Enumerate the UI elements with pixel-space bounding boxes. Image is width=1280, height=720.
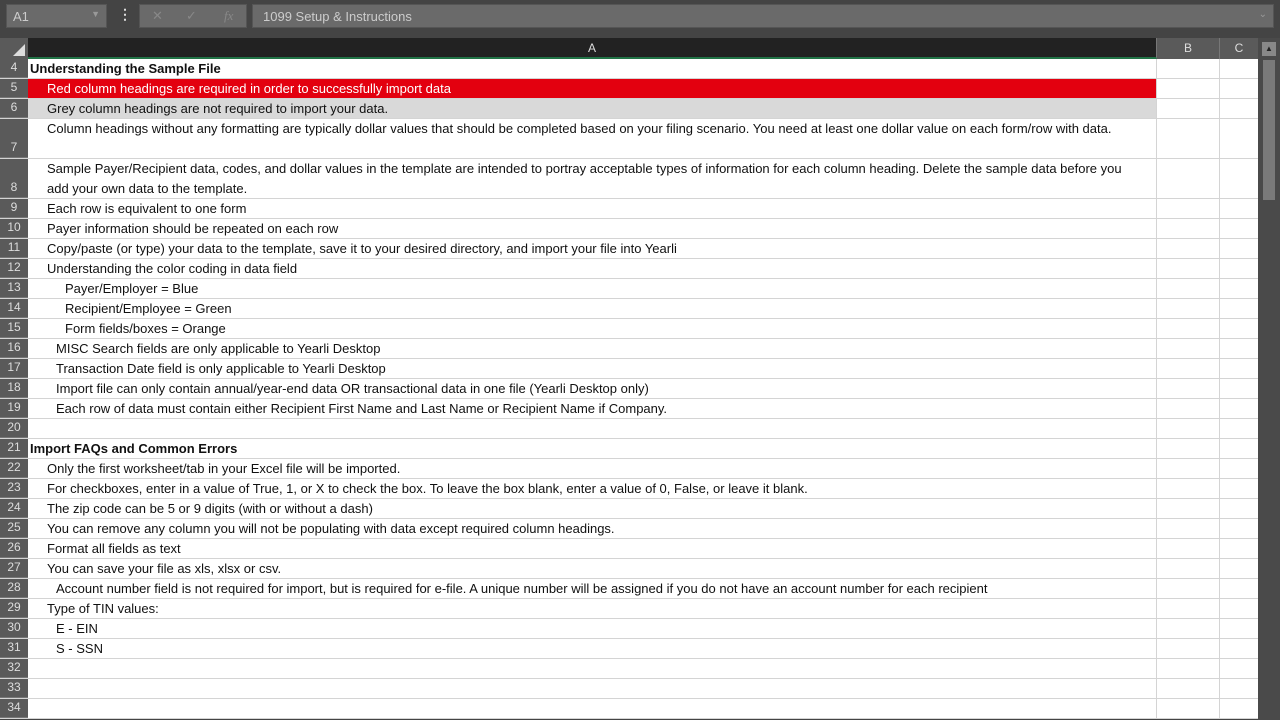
cell-c[interactable]: [1220, 199, 1258, 218]
table-row: [0, 79, 1258, 99]
cell-text: Red column headings are required in order to successfully import data: [47, 81, 451, 96]
cell-a[interactable]: [28, 619, 1157, 638]
cell-text: Each row is equivalent to one form: [47, 201, 247, 216]
cell-c[interactable]: [1220, 659, 1258, 678]
row-header[interactable]: 19: [0, 399, 28, 418]
row-header[interactable]: 24: [0, 499, 28, 518]
cell-c[interactable]: [1220, 539, 1258, 558]
cell-b[interactable]: [1157, 59, 1220, 78]
cell-b[interactable]: [1157, 579, 1220, 598]
cell-c[interactable]: [1220, 679, 1258, 698]
column-header-c[interactable]: C: [1234, 41, 1244, 55]
cell-text: You can remove any column you will not be populating with data except required column headings.: [47, 521, 615, 536]
row-header[interactable]: 8: [0, 159, 28, 198]
cell-a[interactable]: [28, 119, 1157, 158]
cell-a[interactable]: [28, 479, 1157, 498]
cell-text: Grey column headings are not required to import your data.: [47, 101, 389, 116]
cell-a[interactable]: [28, 299, 1157, 318]
cell-c[interactable]: [1220, 59, 1258, 78]
cell-text: Only the first worksheet/tab in your Excel file will be imported.: [47, 461, 401, 476]
row-header[interactable]: 22: [0, 459, 28, 478]
cell-text: Import FAQs and Common Errors: [30, 441, 238, 456]
cell-c[interactable]: [1220, 639, 1258, 658]
cell-b[interactable]: [1157, 599, 1220, 618]
cell-a[interactable]: [28, 199, 1157, 218]
cell-text: Column headings without any formatting are typically dollar values that should be completed based on your filing scenario. You need at least one dollar value on each form/row with data.: [47, 121, 1112, 136]
cell-b[interactable]: [1157, 279, 1220, 298]
scroll-thumb[interactable]: [1263, 60, 1275, 200]
cell-a[interactable]: [28, 59, 1157, 78]
row-header[interactable]: 11: [0, 239, 28, 258]
row-header[interactable]: 13: [0, 279, 28, 298]
cell-c[interactable]: [1220, 79, 1258, 98]
enter-icon[interactable]: ✓: [186, 8, 197, 23]
table-row: [0, 279, 1258, 299]
cell-b[interactable]: [1157, 79, 1220, 98]
cell-c[interactable]: [1220, 299, 1258, 318]
sheet-grid: [0, 59, 1258, 720]
cell-text: Sample Payer/Recipient data, codes, and dollar values in the template are intended to portray acceptable types of information for each column heading. Delete the sample data before you add your own data to the template.: [47, 161, 1122, 196]
table-row: [0, 239, 1258, 259]
cell-b[interactable]: [1157, 399, 1220, 418]
row-header[interactable]: 25: [0, 519, 28, 538]
cell-b[interactable]: [1157, 259, 1220, 278]
column-header-b[interactable]: B: [1157, 38, 1220, 59]
row-header[interactable]: 33: [0, 679, 28, 698]
chevron-down-icon[interactable]: ▼: [91, 9, 100, 19]
cell-a[interactable]: [28, 399, 1157, 418]
cell-a[interactable]: [28, 279, 1157, 298]
cell-c[interactable]: [1220, 559, 1258, 578]
cell-b[interactable]: [1157, 639, 1220, 658]
cell-text: Each row of data must contain either Recipient First Name and Last Name or Recipient Name if Company.: [56, 401, 668, 416]
table-row: [0, 539, 1258, 559]
cell-c[interactable]: [1220, 579, 1258, 598]
table-row: [0, 299, 1258, 319]
table-row: [0, 119, 1258, 159]
cell-c[interactable]: [1220, 219, 1258, 238]
table-row: [0, 259, 1258, 279]
cell-c[interactable]: [1220, 239, 1258, 258]
cell-b[interactable]: [1157, 119, 1220, 158]
table-row: [0, 359, 1258, 379]
table-row: [0, 579, 1258, 599]
row-header[interactable]: 18: [0, 379, 28, 398]
cell-a[interactable]: [28, 499, 1157, 518]
cell-b[interactable]: [1157, 439, 1220, 458]
cell-b[interactable]: [1157, 539, 1220, 558]
row-header[interactable]: 21: [0, 439, 28, 458]
cell-text: E - EIN: [56, 621, 98, 636]
table-row: [0, 479, 1258, 499]
cell-text: You can save your file as xls, xlsx or csv.: [47, 561, 282, 576]
cell-text: S - SSN: [56, 641, 103, 656]
cell-c[interactable]: [1220, 359, 1258, 378]
cell-b[interactable]: [1157, 679, 1220, 698]
row-header[interactable]: 12: [0, 259, 28, 278]
cell-c[interactable]: [1220, 339, 1258, 358]
cell-c[interactable]: [1220, 99, 1258, 118]
row-header[interactable]: 10: [0, 219, 28, 238]
cell-text: Recipient/Employee = Green: [65, 301, 232, 316]
cell-b[interactable]: [1157, 519, 1220, 538]
cell-text: Payer information should be repeated on each row: [47, 221, 339, 236]
row-header[interactable]: 28: [0, 579, 28, 598]
cell-b[interactable]: [1157, 319, 1220, 338]
row-header[interactable]: 7: [0, 119, 28, 158]
table-row: [0, 319, 1258, 339]
cell-b[interactable]: [1157, 659, 1220, 678]
cell-text: Format all fields as text: [47, 541, 181, 556]
cell-b[interactable]: [1157, 459, 1220, 478]
row-header[interactable]: 26: [0, 539, 28, 558]
row-header[interactable]: 23: [0, 479, 28, 498]
column-headers: [0, 38, 1258, 59]
scroll-up-icon[interactable]: ▲: [1262, 42, 1276, 56]
cell-text: Copy/paste (or type) your data to the template, save it to your desired directory, and import your file into Yearli: [47, 241, 677, 256]
insert-function-icon[interactable]: fx: [224, 8, 234, 23]
row-header[interactable]: 4: [0, 59, 28, 78]
row-header[interactable]: 27: [0, 559, 28, 578]
cell-b[interactable]: [1157, 379, 1220, 398]
table-row: [0, 699, 1258, 719]
cell-a[interactable]: [28, 359, 1157, 378]
vertical-scrollbar[interactable]: [1258, 38, 1280, 720]
cell-b[interactable]: [1157, 559, 1220, 578]
cell-c[interactable]: [1220, 519, 1258, 538]
cell-c[interactable]: [1220, 699, 1258, 718]
cell-text: Understanding the Sample File: [30, 61, 221, 76]
cell-text: MISC Search fields are only applicable to Yearli Desktop: [56, 341, 381, 356]
cell-c[interactable]: [1220, 119, 1258, 158]
cell-b[interactable]: [1157, 339, 1220, 358]
cell-text: Import file can only contain annual/year-end data OR transactional data in one file (Yearli Desktop only): [56, 381, 649, 396]
table-row: [0, 379, 1258, 399]
table-row: [0, 199, 1258, 219]
table-row: [0, 59, 1258, 79]
table-row: [0, 399, 1258, 419]
cell-b[interactable]: [1157, 619, 1220, 638]
row-header[interactable]: 30: [0, 619, 28, 638]
cell-b[interactable]: [1157, 499, 1220, 518]
cell-a[interactable]: [28, 79, 1157, 98]
cell-a[interactable]: [28, 439, 1157, 458]
cell-b[interactable]: [1157, 159, 1220, 198]
cell-a[interactable]: [28, 259, 1157, 278]
row-header[interactable]: 32: [0, 659, 28, 678]
table-row: [0, 439, 1258, 459]
cell-c[interactable]: [1220, 619, 1258, 638]
cell-b[interactable]: [1157, 239, 1220, 258]
cell-c[interactable]: [1220, 499, 1258, 518]
table-row: [0, 619, 1258, 639]
table-row: [0, 219, 1258, 239]
cell-a[interactable]: [28, 679, 1157, 698]
cell-c[interactable]: [1220, 319, 1258, 338]
cell-a[interactable]: [28, 539, 1157, 558]
cell-c[interactable]: [1220, 279, 1258, 298]
row-header[interactable]: 5: [0, 79, 28, 98]
cell-a[interactable]: [28, 379, 1157, 398]
table-row: [0, 599, 1258, 619]
cell-text: Understanding the color coding in data field: [47, 261, 298, 276]
row-header[interactable]: 34: [0, 699, 28, 718]
cell-c[interactable]: [1220, 439, 1258, 458]
row-header[interactable]: 14: [0, 299, 28, 318]
row-header[interactable]: 17: [0, 359, 28, 378]
more-options-icon[interactable]: ⋮: [118, 6, 132, 22]
cell-text: Form fields/boxes = Orange: [65, 321, 226, 336]
cell-b[interactable]: [1157, 219, 1220, 238]
table-row: [0, 679, 1258, 699]
cell-a[interactable]: [28, 659, 1157, 678]
cell-c[interactable]: [1220, 399, 1258, 418]
cell-c[interactable]: [1220, 479, 1258, 498]
table-row: [0, 519, 1258, 539]
cell-a[interactable]: [28, 699, 1157, 718]
cell-b[interactable]: [1157, 359, 1220, 378]
cell-b[interactable]: [1157, 479, 1220, 498]
name-box[interactable]: A1 ▼: [6, 4, 107, 28]
cell-a[interactable]: [28, 339, 1157, 358]
cell-a[interactable]: [28, 639, 1157, 658]
cell-b[interactable]: [1157, 199, 1220, 218]
table-row: [0, 339, 1258, 359]
row-header[interactable]: 31: [0, 639, 28, 658]
table-row: [0, 499, 1258, 519]
cancel-icon[interactable]: ✕: [152, 8, 163, 23]
cell-c[interactable]: [1220, 599, 1258, 618]
cell-text: The zip code can be 5 or 9 digits (with or without a dash): [47, 501, 373, 516]
cell-text: Payer/Employer = Blue: [65, 281, 199, 296]
cell-b[interactable]: [1157, 419, 1220, 438]
formula-input[interactable]: 1099 Setup & Instructions ⌄: [252, 4, 1274, 28]
row-header[interactable]: 9: [0, 199, 28, 218]
row-header[interactable]: 15: [0, 319, 28, 338]
cell-b[interactable]: [1157, 299, 1220, 318]
table-row: [0, 159, 1258, 199]
formula-bar: [0, 0, 1280, 38]
cell-text: For checkboxes, enter in a value of True, 1, or X to check the box. To leave the box blank, enter a value of 0, False, or leave it blank.: [47, 481, 808, 496]
cell-a[interactable]: [28, 219, 1157, 238]
select-all-button[interactable]: [0, 38, 28, 59]
table-row: [0, 99, 1258, 119]
cell-c[interactable]: [1220, 379, 1258, 398]
table-row: [0, 659, 1258, 679]
row-header[interactable]: 29: [0, 599, 28, 618]
column-header-a[interactable]: A: [28, 38, 1157, 59]
cell-text: Type of TIN values:: [47, 601, 159, 616]
table-row: [0, 559, 1258, 579]
cell-a[interactable]: [28, 419, 1157, 438]
cell-c[interactable]: [1220, 419, 1258, 438]
row-header[interactable]: 20: [0, 419, 28, 438]
cell-a[interactable]: [28, 599, 1157, 618]
expand-formula-icon[interactable]: ⌄: [1258, 9, 1267, 20]
cell-a[interactable]: [28, 99, 1157, 118]
cell-a[interactable]: [28, 559, 1157, 578]
cell-c[interactable]: [1220, 259, 1258, 278]
cell-a[interactable]: [28, 159, 1157, 198]
row-header[interactable]: 16: [0, 339, 28, 358]
cell-text: Account number field is not required for import, but is required for e-file. A unique number will be assigned if you do not have an account number for each recipient: [56, 581, 988, 596]
table-row: [0, 639, 1258, 659]
cell-a[interactable]: [28, 459, 1157, 478]
table-row: [0, 459, 1258, 479]
cell-c[interactable]: [1220, 459, 1258, 478]
table-row: [0, 419, 1258, 439]
cell-c[interactable]: [1220, 159, 1258, 198]
cell-a[interactable]: [28, 519, 1157, 538]
row-header[interactable]: 6: [0, 99, 28, 118]
formula-buttons: [139, 4, 247, 28]
cell-b[interactable]: [1157, 99, 1220, 118]
cell-b[interactable]: [1157, 699, 1220, 718]
cell-text: Transaction Date field is only applicable to Yearli Desktop: [56, 361, 386, 376]
cell-a[interactable]: [28, 319, 1157, 338]
cell-a[interactable]: [28, 579, 1157, 598]
cell-a[interactable]: [28, 239, 1157, 258]
